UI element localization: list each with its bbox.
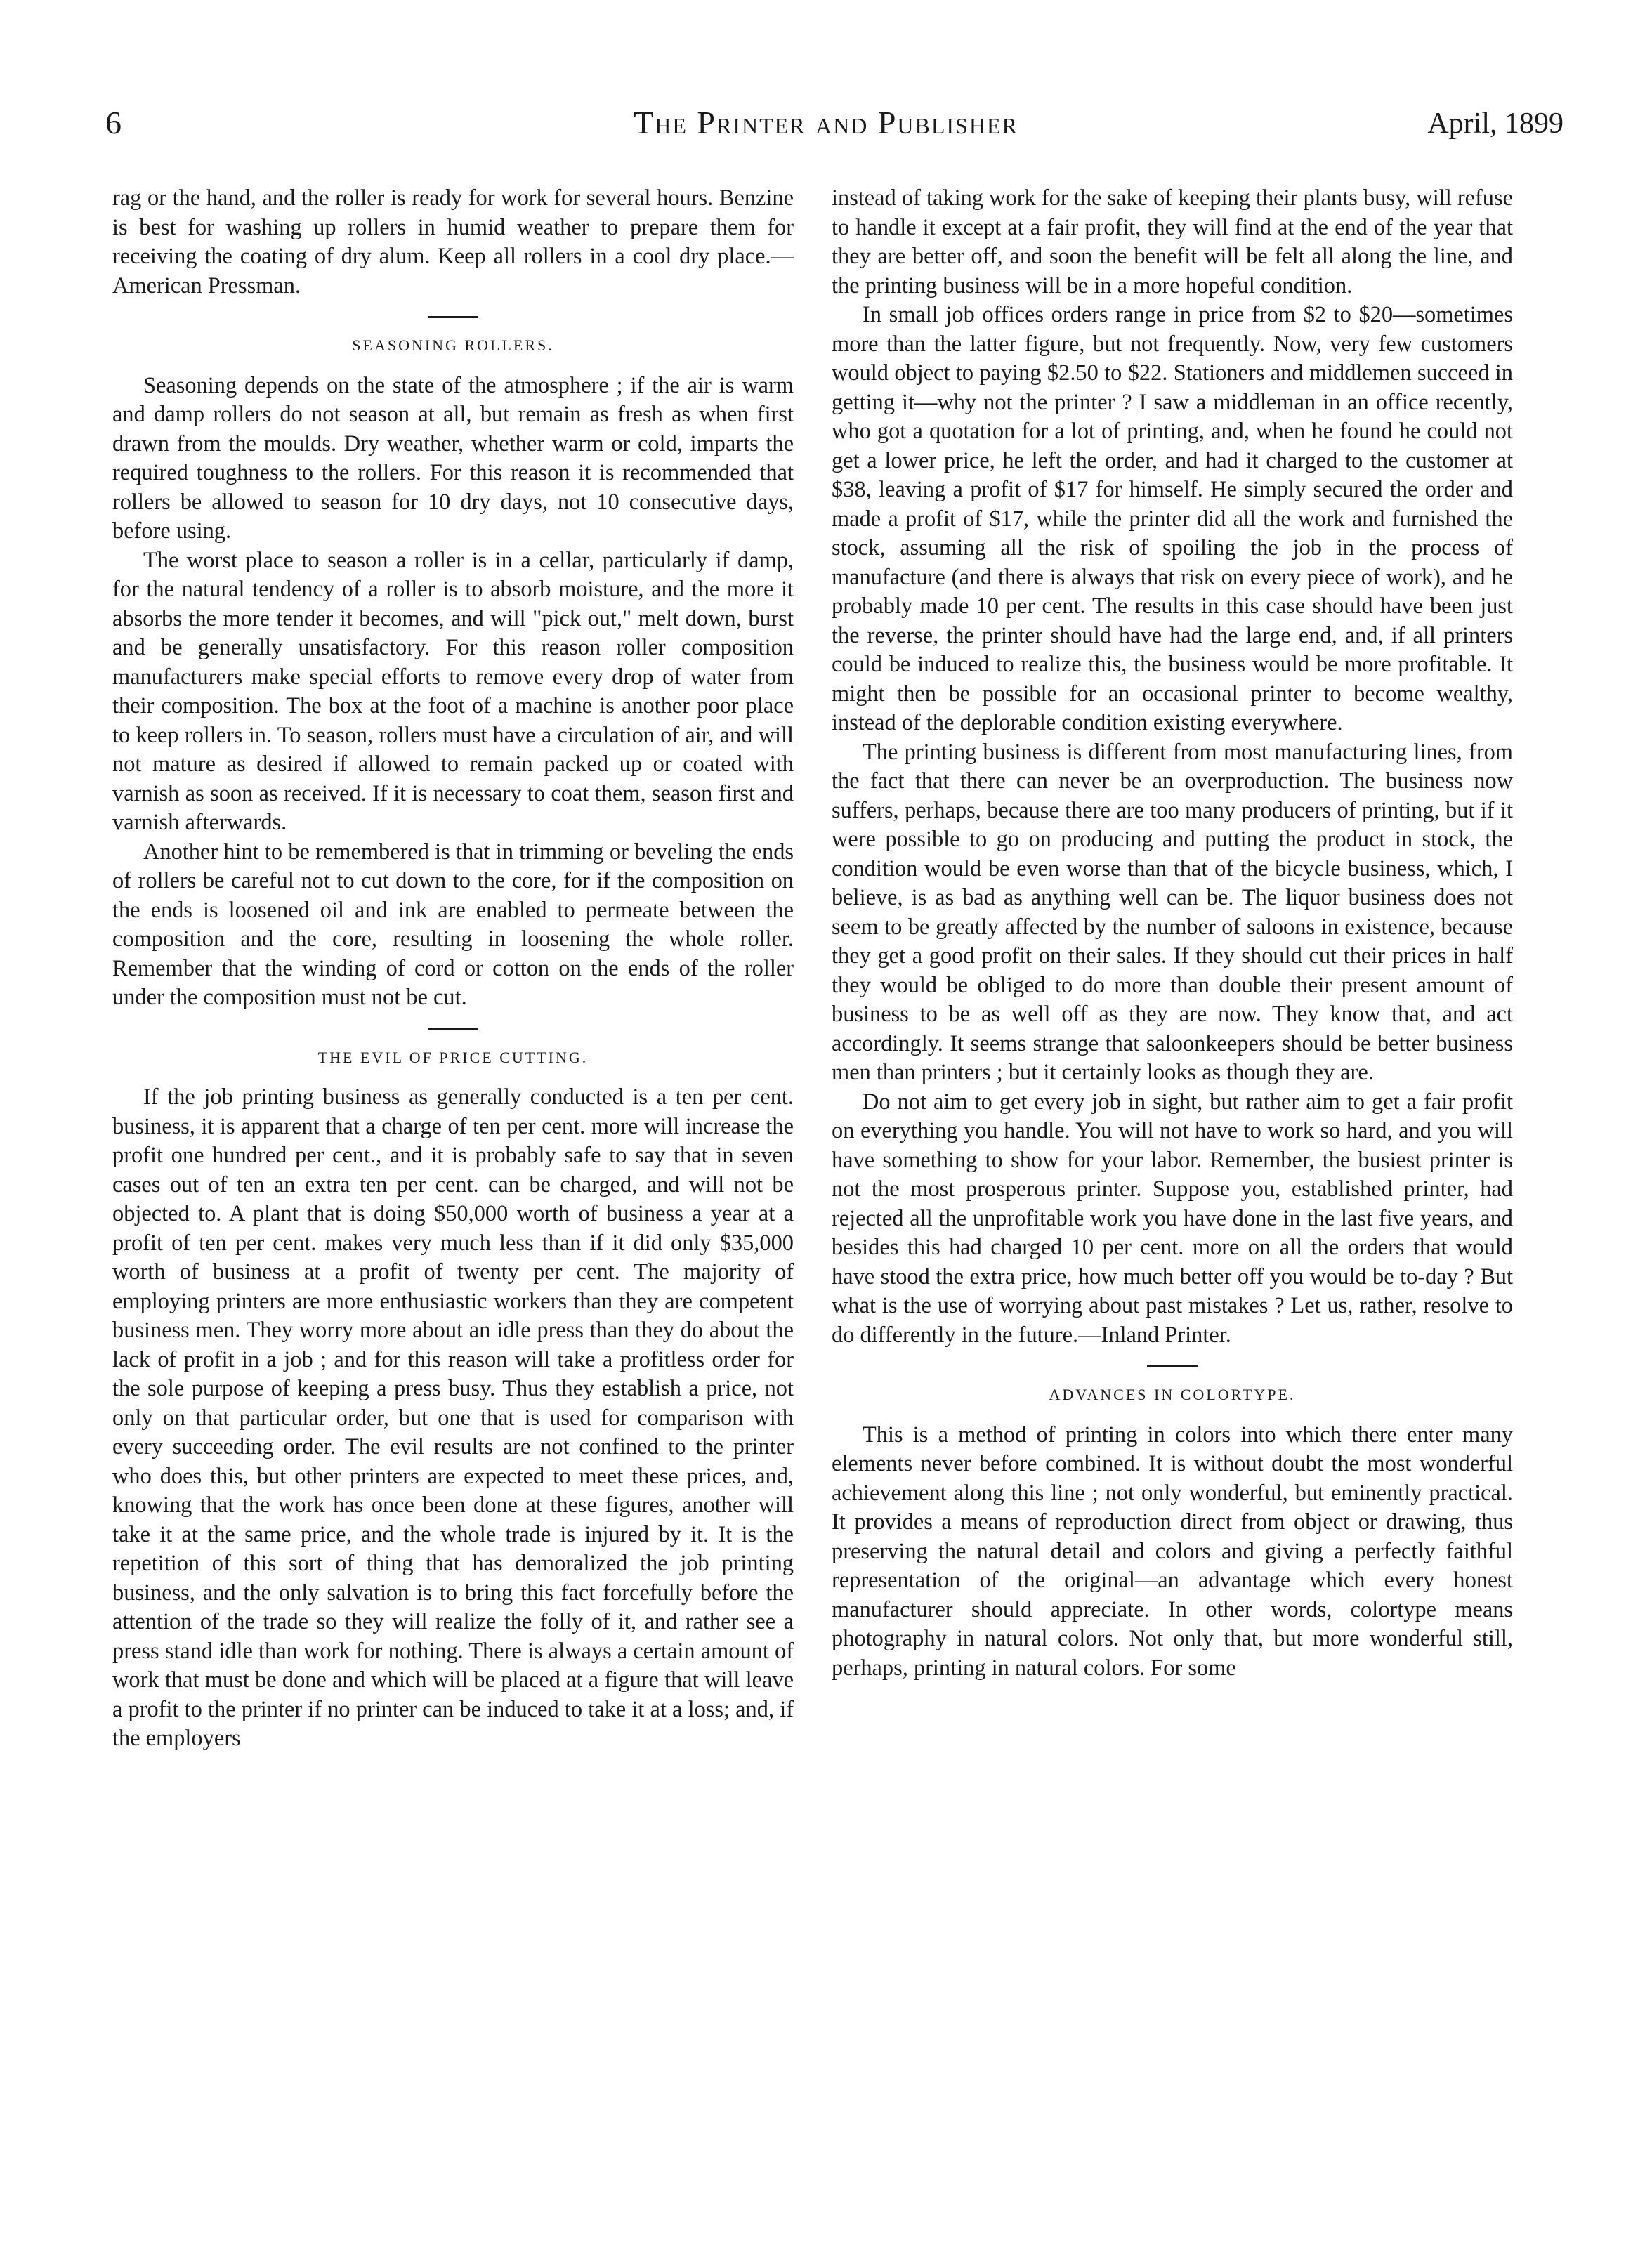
publication-title: The Printer and Publisher (634, 105, 1018, 140)
paragraph: The printing business is different from most manufacturing lines, from the fact that there can never be an overproduction. The business now suffers, perhaps, because there are too many producers of printing, but if it were possible to go on producing and putting the product in stock, the condition would be even worse than that of the bicycle business, which, I believe, is as bad as anything well can be. The liquor business does not seem to be greatly affected by the number of saloons in existence, because they get a good profit on their sales. If they should cut their prices in half they would be obliged to do more than double their present amount of business to be as well off as they are now. They know that, and act accordingly. It seems strange that saloonkeepers should be better business men than printers ; but it certainly looks as though they are. (832, 739, 1513, 1085)
page-number: 6 (105, 105, 122, 140)
issue-date: April, 1899 (1427, 107, 1563, 140)
right-column (832, 184, 1513, 1683)
paragraph: The worst place to season a roller is in a cellar, particularly if damp, for the natural tendency of a roller is to absorb moisture, and the more it absorbs the more tender it becomes, and will "pick out," melt down, burst and be generally unsatisfactory. For this reason roller composition manufacturers make special efforts to remove every drop of water from their composition. The box at the foot of a machine is another poor place to keep rollers in. To season, rollers must have a circulation of air, and will not mature as desired if allowed to remain packed up or coated with varnish as soon as received. If it is necessary to coat them, season first and varnish afterwards. (112, 547, 794, 835)
section-heading-seasoning-rollers: SEASONING ROLLERS. (352, 336, 554, 354)
section-divider (1147, 1365, 1198, 1367)
section-heading-price-cutting: THE EVIL OF PRICE CUTTING. (317, 1048, 589, 1066)
left-column (112, 184, 794, 1754)
section-divider (428, 316, 478, 318)
paragraph: In small job offices orders range in price from $2 to $20—sometimes more than the latter figure, but not frequently. Now, very few customers would object to paying $2.50 to $22. Stationers and middlemen succeed in getting it—why not the printer ? I saw a middleman in an office recently, who got a quotation for a lot of printing, and, when he found he could not get a lower price, he left the order, and had it charged to the customer at $38, leaving a profit of $17 for himself. He simply secured the order and made a profit of $17, while the printer did all the work and furnished the stock, assuming all the risk of spoiling the job in the process of manufacture (and there is always that risk on every piece of work), and he probably made 10 per cent. The results in this case should have been just the reverse, the printer should have had the large end, and, if all printers could be induced to realize this, the business would be more profitable. It might then be possible for an occasional printer to become wealthy, instead of the deplorable condition existing everywhere. (832, 302, 1513, 735)
paragraph: rag or the hand, and the roller is ready for work for several hours. Benzine is best for washing up rollers in humid weather to prepare them for receiving the coating of dry alum. Keep all rollers in a cool dry place.—American Pressman. (112, 185, 794, 298)
paragraph: Another hint to be remembered is that in trimming or beveling the ends of rollers be careful not to cut down to the core, for if the composition on the ends is loosened oil and ink are enabled to permeate between the composition and the core, resulting in loosening the whole roller. Remember that the winding of cord or cotton on the ends of the roller under the composition must not be cut. (112, 839, 794, 1010)
paragraph: instead of taking work for the sake of keeping their plants busy, will refuse to handle it except at a fair profit, they will find at the end of the year that they are better off, and soon the benefit will be felt all along the line, and the printing business will be in a more hopeful condition. (832, 185, 1513, 298)
paragraph: If the job printing business as generally conducted is a ten per cent. business, it is apparent that a charge of ten per cent. more will increase the profit one hundred per cent., and it is probably safe to say that in seven cases out of ten an extra ten per cent. can be charged, and will not be objected to. A plant that is doing $50,000 worth of business a year at a profit of ten per cent. makes very much less than if it did only $35,000 worth of business at a profit of twenty per cent. The majority of employing printers are more enthusiastic workers than they are competent business men. They worry more about an idle press than they do about the lack of profit in a job ; and for this reason will take a profitless order for the sole purpose of keeping a press busy. Thus they establish a price, not only on that particular order, but one that is used for comparison with every succeeding order. The evil results are not confined to the printer who does this, but other printers are expected to meet these prices, and, knowing that the work has once been done at these figures, another will take it at the same price, and the whole trade is injured by it. It is the repetition of this sort of thing that has demoralized the job printing business, and the only salvation is to bring this fact forcefully before the attention of the trade so they will realize the folly of it, and rather see a press stand idle than work for nothing. There is always a certain amount of work that must be done and which will be placed at a figure that will leave a profit to the printer if no printer can be induced to take it at a loss; and, if the employers (112, 1084, 794, 1751)
paragraph: Do not aim to get every job in sight, but rather aim to get a fair profit on everything you handle. You will not have to work so hard, and you will have something to show for your labor. Remember, the busiest printer is not the most prosperous printer. Suppose you, established printer, had rejected all the unprofitable work you have done in the last five years, and besides this had charged 10 per cent. more on all the orders that would have stood the extra price, how much better off you would be to-day ? But what is the use of worrying about past mistakes ? Let us, rather, resolve to do differently in the future.—Inland Printer. (832, 1089, 1513, 1348)
paragraph: This is a method of printing in colors into which there enter many elements never before combined. It is without doubt the most wonderful achievement along this line ; not only wonderful, but eminently practical. It provides a means of reproduction direct from object or drawing, thus preserving the natural detail and colors and giving a perfectly faithful representation of the original—an advantage which every honest manufacturer should appreciate. In other words, colortype means photography in natural colors. Not only that, but more wonderful still, perhaps, printing in natural colors. For some (832, 1422, 1513, 1681)
section-divider (428, 1028, 478, 1030)
page-header (0, 104, 1652, 146)
section-heading-colortype: ADVANCES IN COLORTYPE. (1049, 1386, 1296, 1403)
paragraph: Seasoning depends on the state of the atmosphere ; if the air is warm and damp rollers do not season at all, but remain as fresh as when first drawn from the moulds. Dry weather, whether warm or cold, imparts the required toughness to the rollers. For this reason it is recommended that rollers be allowed to season for 10 dry days, not 10 consecutive days, before using. (112, 372, 794, 544)
